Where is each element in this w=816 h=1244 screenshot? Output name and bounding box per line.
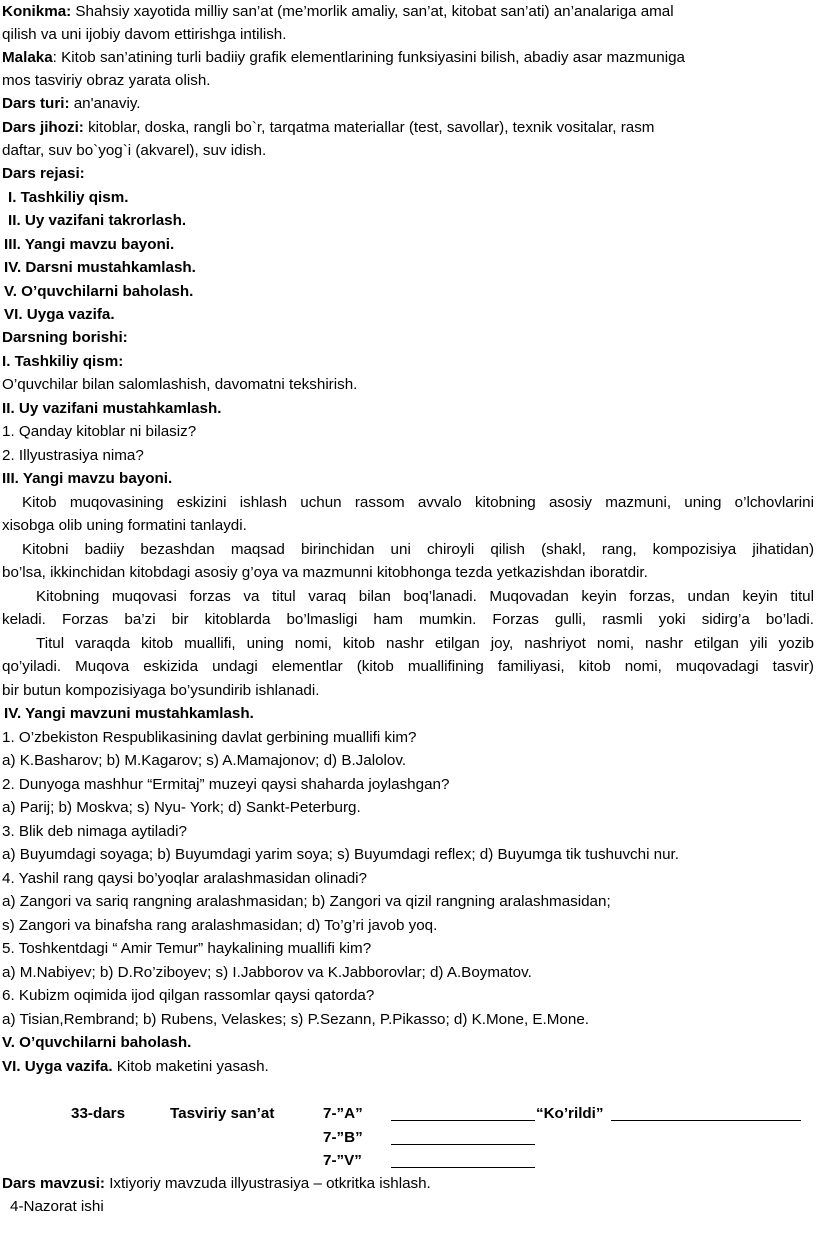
paragraph-line: Kitobni badiiy bezashdan maqsad birinchidan uni chiroyli qilish (shakl, rang, kompozisiya jihatidan): [22, 541, 814, 558]
korildi-label: “Ko’rildi”: [536, 1105, 604, 1122]
class-v-blank: [391, 1167, 535, 1168]
paragraph-line: qo’yiladi. Muqova eskizida undagi elementlar (kitob muallifining familiyasi, kitob nomi, muqovadagi tasvir): [2, 658, 814, 675]
reja-item: IV. Darsni mustahkamlash.: [4, 259, 196, 276]
question-line: 2. Dunyoga mashhur “Ermitaj” muzeyi qaysi shaharda joylashgan?: [2, 776, 450, 793]
dars-jihozi-label: Dars jihozi:: [2, 119, 84, 136]
answer-line: a) Tisian,Rembrand; b) Rubens, Velaskes; s) P.Sezann, P.Pikasso; d) K.Mone, E.Mone.: [2, 1011, 589, 1028]
korildi-blank: [611, 1120, 801, 1121]
paragraph-line: bo’lsa, ikkinchidan kitobdagi asosiy g’oya va mazmunni kitobhonga tezda yetkazishdan iboratdir.: [2, 564, 648, 581]
class-v-label: 7-”V”: [323, 1152, 362, 1169]
dars-rejasi-title: Dars rejasi:: [2, 165, 85, 182]
section-1-title: I. Tashkiliy qism:: [2, 353, 124, 370]
question-line: 6. Kubizm oqimida ijod qilgan rassomlar qaysi qatorda?: [2, 987, 375, 1004]
konikma-text-2: qilish va uni ijobiy davom ettirishga intilish.: [2, 26, 287, 43]
paragraph-line: xisobga olib uning formatini tanlaydi.: [2, 517, 247, 534]
reja-item: III. Yangi mavzu bayoni.: [4, 236, 175, 253]
dars-turi-line: [2, 94, 141, 114]
section-6-title: VI. Uyga vazifa.: [2, 1058, 113, 1075]
dars-jihozi-text: kitoblar, doska, rangli bo`r, tarqatma materiallar (test, savollar), texnik vositalar, rasm: [83, 119, 655, 136]
dars-mavzusi-label: Dars mavzusi:: [2, 1175, 105, 1192]
answer-line: a) Buyumdagi soyaga; b) Buyumdagi yarim soya; s) Buyumdagi reflex; d) Buyumga tik tushuvchi nur.: [2, 846, 679, 863]
section-6-line: [2, 1057, 269, 1077]
question-line: 5. Toshkentdagi “ Amir Temur” haykalining muallifi kim?: [2, 940, 372, 957]
dars-jihozi-text-2: daftar, suv bo`yog`i (akvarel), suv idish.: [2, 142, 267, 159]
dars-mavzusi-text: Ixtiyoriy mavzuda illyustrasiya – otkritka ishlash.: [104, 1175, 431, 1192]
dars-mavzusi-line: [2, 1174, 431, 1194]
question-line: 3. Blik deb nimaga aytiladi?: [2, 823, 187, 840]
dars-jihozi-line: [2, 118, 654, 138]
question-line: 2. Illyustrasiya nima?: [2, 447, 144, 464]
darsning-borishi-title: Darsning borishi:: [2, 329, 128, 346]
dars-turi-text: an'anaviy.: [69, 95, 141, 112]
section-4-title: IV. Yangi mavzuni mustahkamlash.: [4, 705, 254, 722]
answer-line: s) Zangori va binafsha rang aralashmasidan; d) To’g’ri javob yoq.: [2, 917, 438, 934]
answer-line: a) K.Basharov; b) M.Kagarov; s) A.Mamajonov; d) B.Jalolov.: [2, 752, 407, 769]
konikma-text: Shahsiy xayotida milliy san’at (me’morlik amaliy, san’at, kitobat san’ati) an’analariga amal: [71, 3, 674, 20]
malaka-label: Malaka: [2, 49, 53, 66]
class-b-label: 7-”B”: [323, 1129, 363, 1146]
nazorat-ishi: 4-Nazorat ishi: [10, 1198, 104, 1215]
paragraph-line: keladi. Forzas ba’zi bir kitoblarda bo’lmasligi ham mumkin. Forzas gulli, rasmli yoki sidirg’a bo’ladi.: [2, 611, 814, 628]
konikma-label: Konikma:: [2, 3, 72, 20]
section-6-text: Kitob maketini yasash.: [112, 1058, 269, 1075]
answer-line: a) Zangori va sariq rangning aralashmasidan; b) Zangori va qizil rangning aralashmasidan;: [2, 893, 611, 910]
section-3-title: III. Yangi mavzu bayoni.: [2, 470, 173, 487]
malaka-line: [2, 48, 685, 68]
paragraph-line: Kitobning muqovasi forzas va titul varaq bilan boq’lanadi. Muqovadan keyin forzas, undan keyin titul: [36, 588, 814, 605]
paragraph-line: bir butun kompozisiyaga bo’ysundirib ishlanadi.: [2, 682, 320, 699]
lesson-number: 33-dars: [71, 1105, 126, 1122]
malaka-text-2: mos tasviriy obraz yarata olish.: [2, 72, 211, 89]
paragraph-line: Titul varaqda kitob muallifi, uning nomi, kitob nashr etilgan joy, nashriyot nomi, nashr etilgan yili yozib: [36, 635, 814, 652]
reja-item: V. O’quvchilarni baholash.: [4, 283, 194, 300]
section-5-title: V. O’quvchilarni baholash.: [2, 1034, 192, 1051]
class-a-label: 7-”A”: [323, 1105, 363, 1122]
reja-item: VI. Uyga vazifa.: [4, 306, 115, 323]
section-2-title: II. Uy vazifani mustahkamlash.: [2, 400, 222, 417]
question-line: 1. O’zbekiston Respublikasining davlat gerbining muallifi kim?: [2, 729, 417, 746]
class-a-blank: [391, 1120, 535, 1121]
answer-line: a) Parij; b) Moskva; s) Nyu- York; d) Sankt-Peterburg.: [2, 799, 361, 816]
konikma-line: [2, 2, 674, 22]
paragraph-line: Kitob muqovasining eskizini ishlash uchun rassom avvalo kitobning asosiy mazmuni, uning o’lchovlarini: [22, 494, 814, 511]
section-1-text: O’quvchilar bilan salomlashish, davomatni tekshirish.: [2, 376, 358, 393]
reja-item: I. Tashkiliy qism.: [8, 189, 129, 206]
question-line: 4. Yashil rang qaysi bo’yoqlar aralashmasidan olinadi?: [2, 870, 368, 887]
malaka-text: : Kitob san’atining turli badiiy grafik elementlarining funksiyasini bilish, abadiy asar mazmuniga: [52, 49, 685, 66]
subject-name: Tasviriy san’at: [170, 1105, 275, 1122]
question-line: 1. Qanday kitoblar ni bilasiz?: [2, 423, 197, 440]
reja-item: II. Uy vazifani takrorlash.: [8, 212, 187, 229]
dars-turi-label: Dars turi:: [2, 95, 70, 112]
answer-line: a) M.Nabiyev; b) D.Ro’ziboyev; s) I.Jabborov va K.Jabborovlar; d) A.Boymatov.: [2, 964, 532, 981]
class-b-blank: [391, 1144, 535, 1145]
